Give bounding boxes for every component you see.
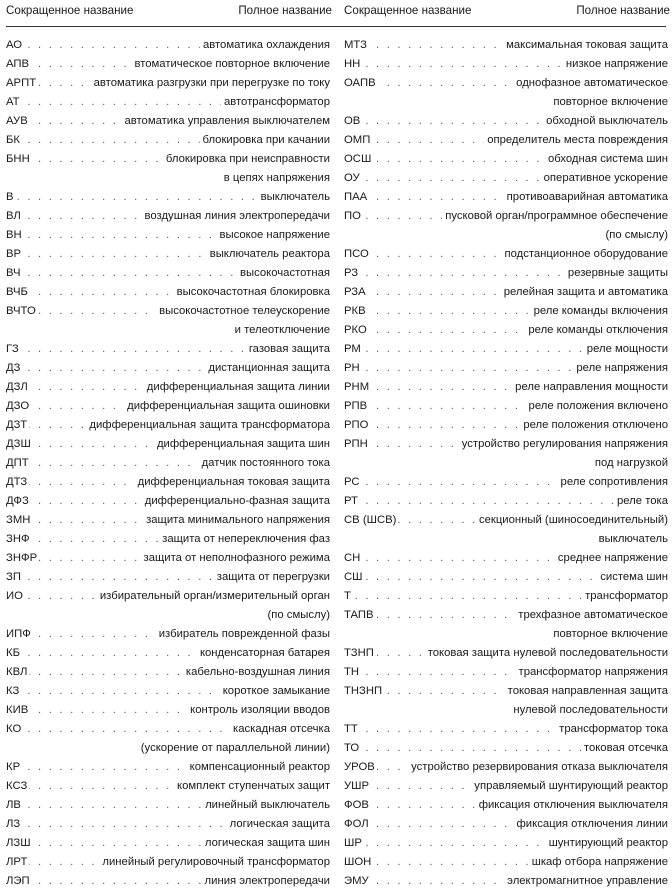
full-name: система шин (597, 568, 668, 587)
list-item (6, 815, 330, 834)
full-name: линейный регулировочный трансформатор (99, 853, 330, 872)
full-name: реле команды включения (531, 302, 668, 321)
abbreviation: БНН (6, 150, 32, 169)
list-item (6, 549, 330, 568)
full-name: высокочастотная блокировка (174, 283, 330, 302)
full-name: реле команды отключения (525, 321, 668, 340)
list-item (6, 74, 330, 93)
full-name: автотрансформатор (221, 93, 330, 112)
list-item (344, 283, 668, 302)
abbreviation: РТ (344, 492, 360, 511)
list-item (6, 663, 330, 682)
abbreviation: КЗ (6, 682, 21, 701)
abbreviation: МТЗ (344, 36, 369, 55)
list-item (6, 473, 330, 492)
list-item (6, 359, 330, 378)
full-name: токовая направленная защита (505, 682, 668, 701)
abbreviation: ТЗНП (344, 644, 376, 663)
list-item (6, 644, 330, 663)
full-name: фиксация отключения выключателя (476, 796, 668, 815)
full-name: реле мощности (584, 340, 668, 359)
full-name: дифференциально-фазная защита (142, 492, 330, 511)
abbreviation: ВЛ (6, 207, 23, 226)
list-item (344, 302, 668, 321)
full-name: шунтирующий реактор (546, 834, 668, 853)
list-item-continuation (344, 226, 668, 245)
abbreviation: ВЧ (6, 264, 23, 283)
full-name: короткое замыкание (220, 682, 330, 701)
full-name: реле сопротивления (558, 473, 668, 492)
abbreviation: ЛРТ (6, 853, 29, 872)
full-name: оперативное ускорение (541, 169, 668, 188)
abbreviation: ТАПВ (344, 606, 376, 625)
full-name: комплект ступенчатых защит (174, 777, 330, 796)
full-name: дифференциальная защита трансформатора (86, 416, 330, 435)
abbreviation: ЛЗШ (6, 834, 33, 853)
full-name: фиксация отключения линии (514, 815, 668, 834)
abbreviation: ЗП (6, 568, 23, 587)
abbreviation: ЛВ (6, 796, 23, 815)
list-item (6, 112, 330, 131)
list-item-continuation (344, 93, 668, 112)
list-item (6, 568, 330, 587)
abbreviation: КИВ (6, 701, 30, 720)
list-item (6, 701, 330, 720)
full-name: дифференциальная защита линии (144, 378, 330, 397)
abbreviation: РКВ (344, 302, 368, 321)
abbreviation: ЗМН (6, 511, 32, 530)
full-name: определитель места повреждения (484, 131, 668, 150)
abbreviation: ЗНФ (6, 530, 32, 549)
abbreviation: ДТЗ (6, 473, 29, 492)
list-item (344, 511, 668, 530)
list-item (344, 321, 668, 340)
abbreviation: ДПТ (6, 454, 31, 473)
full-name: воздушная линия электропередачи (142, 207, 331, 226)
list-item (6, 207, 330, 226)
list-item (344, 74, 668, 93)
full-name: нулевой последовательности (513, 701, 668, 720)
full-name: обходная система шин (545, 150, 668, 169)
abbreviation: ДЗ (6, 359, 22, 378)
full-name: конденсаторная батарея (197, 644, 330, 663)
list-item (6, 758, 330, 777)
list-item (344, 340, 668, 359)
full-name: автоматика управления выключателем (121, 112, 330, 131)
abbreviation: КР (6, 758, 22, 777)
abbreviation: КСЗ (6, 777, 29, 796)
abbreviation: ДЗТ (6, 416, 29, 435)
abbreviation: ВР (6, 245, 23, 264)
short-name-header: Сокращенное название (6, 4, 134, 17)
list-item (344, 606, 668, 625)
table-header (0, 0, 672, 26)
abbreviation: ФОЛ (344, 815, 371, 834)
full-name: избирательный орган/измерительный орган (97, 587, 330, 606)
list-item (344, 112, 668, 131)
list-item (344, 682, 668, 701)
list-item (344, 264, 668, 283)
list-item (6, 264, 330, 283)
list-item (6, 93, 330, 112)
full-name: трансформатор (582, 587, 668, 606)
full-name: электромагнитное управление (504, 872, 668, 891)
abbreviation: ВЧТО (6, 302, 38, 321)
abbreviation: АО (6, 36, 24, 55)
abbreviation: АУВ (6, 112, 30, 131)
abbreviation: РПВ (344, 397, 369, 416)
abbreviation: Т (344, 587, 353, 606)
list-item (344, 150, 668, 169)
abbreviation: ОВ (344, 112, 362, 131)
list-item (344, 473, 668, 492)
abbreviation: ТНЗНП (344, 682, 384, 701)
header-right-column (344, 4, 670, 22)
list-item (344, 378, 668, 397)
full-name: кабельно-воздушная линия (183, 663, 330, 682)
abbreviation: ТО (344, 739, 361, 758)
full-name: дистанционная защита (205, 359, 330, 378)
list-item (344, 663, 668, 682)
abbreviation: УШР (344, 777, 371, 796)
list-item (344, 492, 668, 511)
full-name: защита от непереключения фаз (159, 530, 330, 549)
list-item-continuation (6, 739, 330, 758)
abbreviation: ТТ (344, 720, 360, 739)
full-name: резервные защиты (565, 264, 668, 283)
abbreviation: ДЗШ (6, 435, 33, 454)
full-name: низкое напряжение (563, 55, 668, 74)
abbreviation: РН (344, 359, 362, 378)
list-item (344, 739, 668, 758)
full-name: втоматическое повторное включение (131, 55, 330, 74)
list-item (6, 492, 330, 511)
abbreviation: ИПФ (6, 625, 33, 644)
abbreviation: БК (6, 131, 22, 150)
abbreviation-column-left (6, 36, 330, 891)
full-name: автоматика охлаждения (200, 36, 330, 55)
full-name: высокочастотное телеускорение (156, 302, 330, 321)
list-item (6, 150, 330, 169)
full-name: выключатель реактора (207, 245, 330, 264)
abbreviation: ВЧБ (6, 283, 30, 302)
full-name: противоаварийная автоматика (504, 188, 668, 207)
list-item (344, 207, 668, 226)
abbreviation: СВ (ШСВ) (344, 511, 398, 530)
list-item (6, 302, 330, 321)
list-item (344, 188, 668, 207)
abbreviation: РЗ (344, 264, 360, 283)
full-name-header: Полное название (576, 4, 670, 17)
full-name: контроль изоляции вводов (187, 701, 330, 720)
list-item (6, 796, 330, 815)
abbreviation: РМ (344, 340, 363, 359)
list-item (344, 397, 668, 416)
full-name: блокировка при качании (200, 131, 331, 150)
full-name: реле тока (614, 492, 668, 511)
full-name: пусковой орган/программное обеспечение (442, 207, 668, 226)
full-name: реле положения отключено (520, 416, 668, 435)
abbreviation: ОСШ (344, 150, 373, 169)
list-item (6, 55, 330, 74)
list-item (6, 397, 330, 416)
full-name: высокочастотная (237, 264, 330, 283)
full-name: защита от перегрузки (214, 568, 330, 587)
abbreviation: ИО (6, 587, 25, 606)
list-item (344, 758, 668, 777)
abbreviation: КБ (6, 644, 22, 663)
abbreviation: ШОН (344, 853, 373, 872)
full-name: однофазное автоматическое (513, 74, 668, 93)
list-item (344, 777, 668, 796)
full-name: каскадная отсечка (230, 720, 330, 739)
list-item (344, 549, 668, 568)
full-name: (ускорение от параллельной линии) (141, 739, 330, 758)
list-item (6, 283, 330, 302)
abbreviation: ЭМУ (344, 872, 371, 891)
abbreviation: ОУ (344, 169, 362, 188)
full-name: выключатель (599, 530, 668, 549)
full-name: среднее напряжение (555, 549, 668, 568)
full-name: защита минимального напряжения (143, 511, 330, 530)
full-name: (по смыслу) (606, 226, 669, 245)
list-item (344, 815, 668, 834)
abbreviation: РНМ (344, 378, 371, 397)
list-item-continuation (6, 321, 330, 340)
list-item-continuation (344, 454, 668, 473)
list-item (344, 568, 668, 587)
full-name: в цепях напряжения (224, 169, 330, 188)
list-item (6, 131, 330, 150)
abbreviation: ОАПВ (344, 74, 378, 93)
full-name: высокое напряжение (216, 226, 330, 245)
abbreviation: ВН (6, 226, 24, 245)
full-name-header: Полное название (238, 4, 332, 17)
abbreviation: ПАА (344, 188, 369, 207)
list-item (344, 720, 668, 739)
abbreviation: РПО (344, 416, 370, 435)
full-name: избиратель поврежденной фазы (156, 625, 330, 644)
abbreviation: КО (6, 720, 23, 739)
list-item (344, 131, 668, 150)
list-item (344, 872, 668, 891)
full-name: дифференциальная защита ошиновки (124, 397, 330, 416)
full-name: устройство резервирования отказа выключателя (408, 758, 668, 777)
abbreviation: СШ (344, 568, 365, 587)
abbreviation: ДЗО (6, 397, 31, 416)
list-item (6, 245, 330, 264)
list-item (6, 530, 330, 549)
header-divider (6, 26, 666, 27)
list-item (6, 834, 330, 853)
list-item-continuation (344, 625, 668, 644)
full-name: под нагрузкой (595, 454, 668, 473)
list-item (6, 416, 330, 435)
full-name: линия электропередачи (202, 872, 330, 891)
full-name: реле направления мощности (512, 378, 668, 397)
abbreviation: РС (344, 473, 362, 492)
full-name: реле положения включено (526, 397, 668, 416)
full-name: и телеотключение (235, 321, 330, 340)
full-name: релейная защита и автоматика (501, 283, 668, 302)
list-item (6, 340, 330, 359)
list-item (6, 511, 330, 530)
abbreviation: ПСО (344, 245, 371, 264)
full-name: секционный (шиносоединительный) (476, 511, 668, 530)
list-item (344, 245, 668, 264)
list-item-continuation (6, 606, 330, 625)
list-item-continuation (344, 530, 668, 549)
abbreviation: РПН (344, 435, 370, 454)
full-name: токовая отсечка (581, 739, 668, 758)
abbreviation: ДЗЛ (6, 378, 30, 397)
full-name: автоматика разгрузки при перегрузке по току (91, 74, 330, 93)
list-item (344, 359, 668, 378)
list-item (6, 36, 330, 55)
list-item (6, 853, 330, 872)
list-item (6, 720, 330, 739)
list-item (6, 587, 330, 606)
header-left-column (6, 4, 332, 22)
full-name: датчик постоянного тока (199, 454, 330, 473)
abbreviation: ЗНФР (6, 549, 39, 568)
abbreviation: КВЛ (6, 663, 29, 682)
list-item (344, 587, 668, 606)
full-name: трансформатор напряжения (516, 663, 668, 682)
full-name: защита от неполнофазного режима (141, 549, 330, 568)
full-name: трехфазное автоматическое (515, 606, 668, 625)
full-name: дифференциальная защита шин (154, 435, 330, 454)
full-name: подстанционное оборудование (501, 245, 668, 264)
full-name: линейный выключатель (202, 796, 330, 815)
list-item (344, 853, 668, 872)
abbreviation: ЛЭП (6, 872, 32, 891)
abbreviation: ПО (344, 207, 363, 226)
full-name: обходной выключатель (543, 112, 668, 131)
abbreviation: ТН (344, 663, 361, 682)
abbreviation: ЛЗ (6, 815, 22, 834)
list-item (6, 435, 330, 454)
full-name: токовая защита нулевой последовательности (425, 644, 668, 663)
full-name: реле напряжения (573, 359, 668, 378)
list-item (344, 834, 668, 853)
full-name: максимальная токовая защита (503, 36, 668, 55)
list-item (6, 777, 330, 796)
abbreviation: В (6, 188, 16, 207)
full-name: устройство регулирования напряжения (459, 435, 668, 454)
list-item (6, 682, 330, 701)
abbreviation: АПВ (6, 55, 31, 74)
abbreviation: НН (344, 55, 362, 74)
abbreviation: УРОВ (344, 758, 377, 777)
abbreviation: ФОВ (344, 796, 371, 815)
abbreviation: АРПТ (6, 74, 38, 93)
full-name: трансформатор тока (556, 720, 668, 739)
full-name: дифференциальная токовая защита (135, 473, 330, 492)
abbreviation: РЗА (344, 283, 368, 302)
list-item (344, 644, 668, 663)
full-name: блокировка при неисправности (163, 150, 330, 169)
full-name: компенсационный реактор (187, 758, 330, 777)
abbreviation-column-right (344, 36, 668, 891)
list-item (344, 36, 668, 55)
list-item (6, 188, 330, 207)
list-item (6, 872, 330, 891)
abbreviation: ШР (344, 834, 364, 853)
list-item (6, 625, 330, 644)
full-name: повторное включение (553, 93, 668, 112)
full-name: газовая защита (246, 340, 330, 359)
list-item-continuation (6, 169, 330, 188)
list-item (344, 55, 668, 74)
abbreviation: АТ (6, 93, 22, 112)
abbreviation: СН (344, 549, 362, 568)
list-item (344, 169, 668, 188)
full-name: логическая защита (227, 815, 330, 834)
abbreviation: РКО (344, 321, 369, 340)
full-name: повторное включение (553, 625, 668, 644)
list-item (344, 416, 668, 435)
list-item (344, 435, 668, 454)
full-name: (по смыслу) (268, 606, 331, 625)
full-name: управляемый шунтирующий реактор (471, 777, 668, 796)
abbreviation: ОМП (344, 131, 372, 150)
abbreviation: ГЗ (6, 340, 21, 359)
full-name: шкаф отбора напряжение (529, 853, 668, 872)
full-name: выключатель (258, 188, 330, 207)
short-name-header: Сокращенное название (344, 4, 472, 17)
list-item (344, 796, 668, 815)
list-item (6, 378, 330, 397)
abbreviation: ДФЗ (6, 492, 31, 511)
list-item (6, 226, 330, 245)
list-item (6, 454, 330, 473)
full-name: логическая защита шин (202, 834, 330, 853)
list-item-continuation (344, 701, 668, 720)
